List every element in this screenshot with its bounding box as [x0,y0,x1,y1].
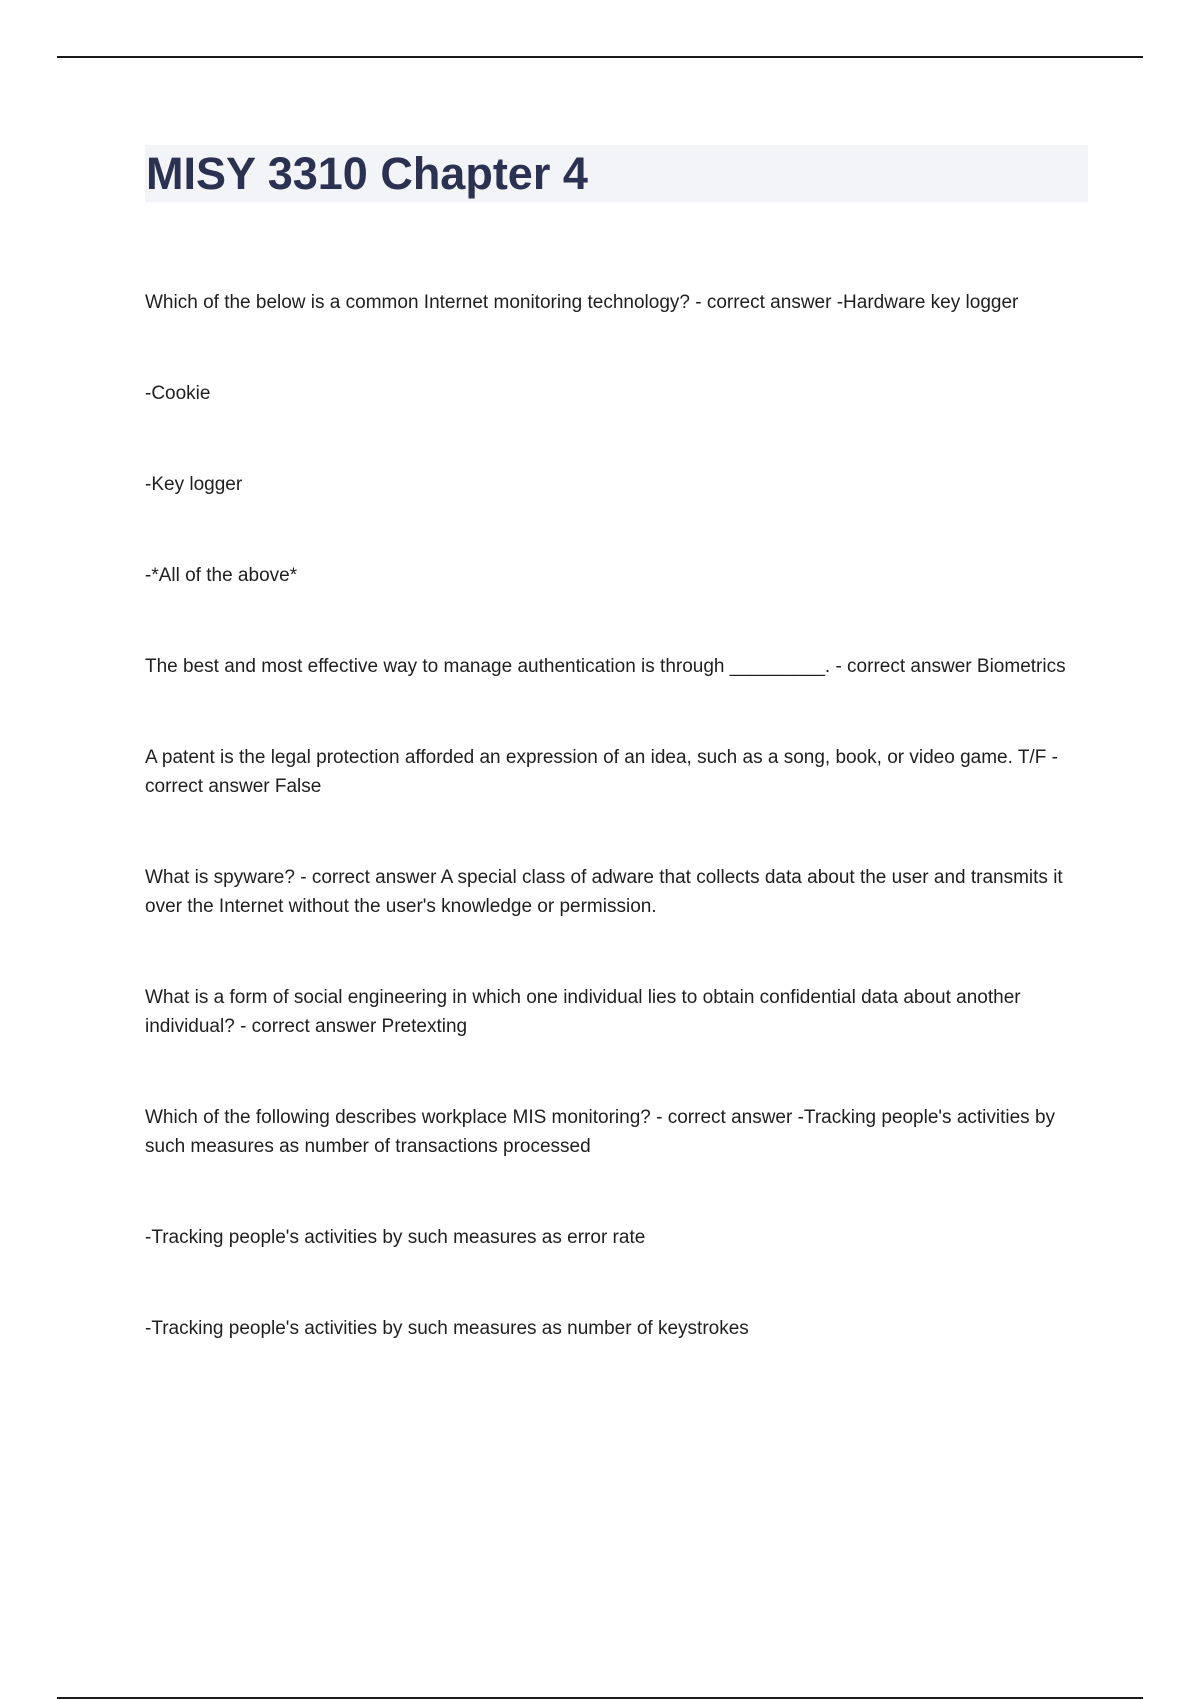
answer-option: -Tracking people's activities by such measures as number of keystrokes [145,1318,749,1339]
top-rule [57,56,1143,58]
question-paragraph: Which of the below is a common Internet monitoring technology? - correct answer -Hardware key logger [145,292,1019,313]
document-body [145,288,1095,1405]
bottom-rule [57,1697,1143,1699]
answer-option: -Cookie [145,383,211,404]
answer-option: -*All of the above* [145,565,298,586]
question-paragraph: The best and most effective way to manage authentication is through _________. - correct answer Biometrics [145,656,1066,677]
answer-option: -Tracking people's activities by such measures as error rate [145,1227,646,1248]
document-title: MISY 3310 Chapter 4 [146,148,588,199]
question-paragraph: What is a form of social engineering in which one individual lies to obtain confidential data about another individual? - correct answer Pretexting [145,987,1026,1037]
question-paragraph: Which of the following describes workplace MIS monitoring? - correct answer -Tracking people's activities by such measures as number of transactions processed [145,1107,1061,1157]
question-paragraph: What is spyware? - correct answer A special class of adware that collects data about the user and transmits it over the Internet without the user's knowledge or permission. [145,867,1068,917]
answer-option: -Key logger [145,474,243,495]
question-paragraph: A patent is the legal protection afforded an expression of an idea, such as a song, book, or video game. T/F - correct answer False [145,747,1064,797]
